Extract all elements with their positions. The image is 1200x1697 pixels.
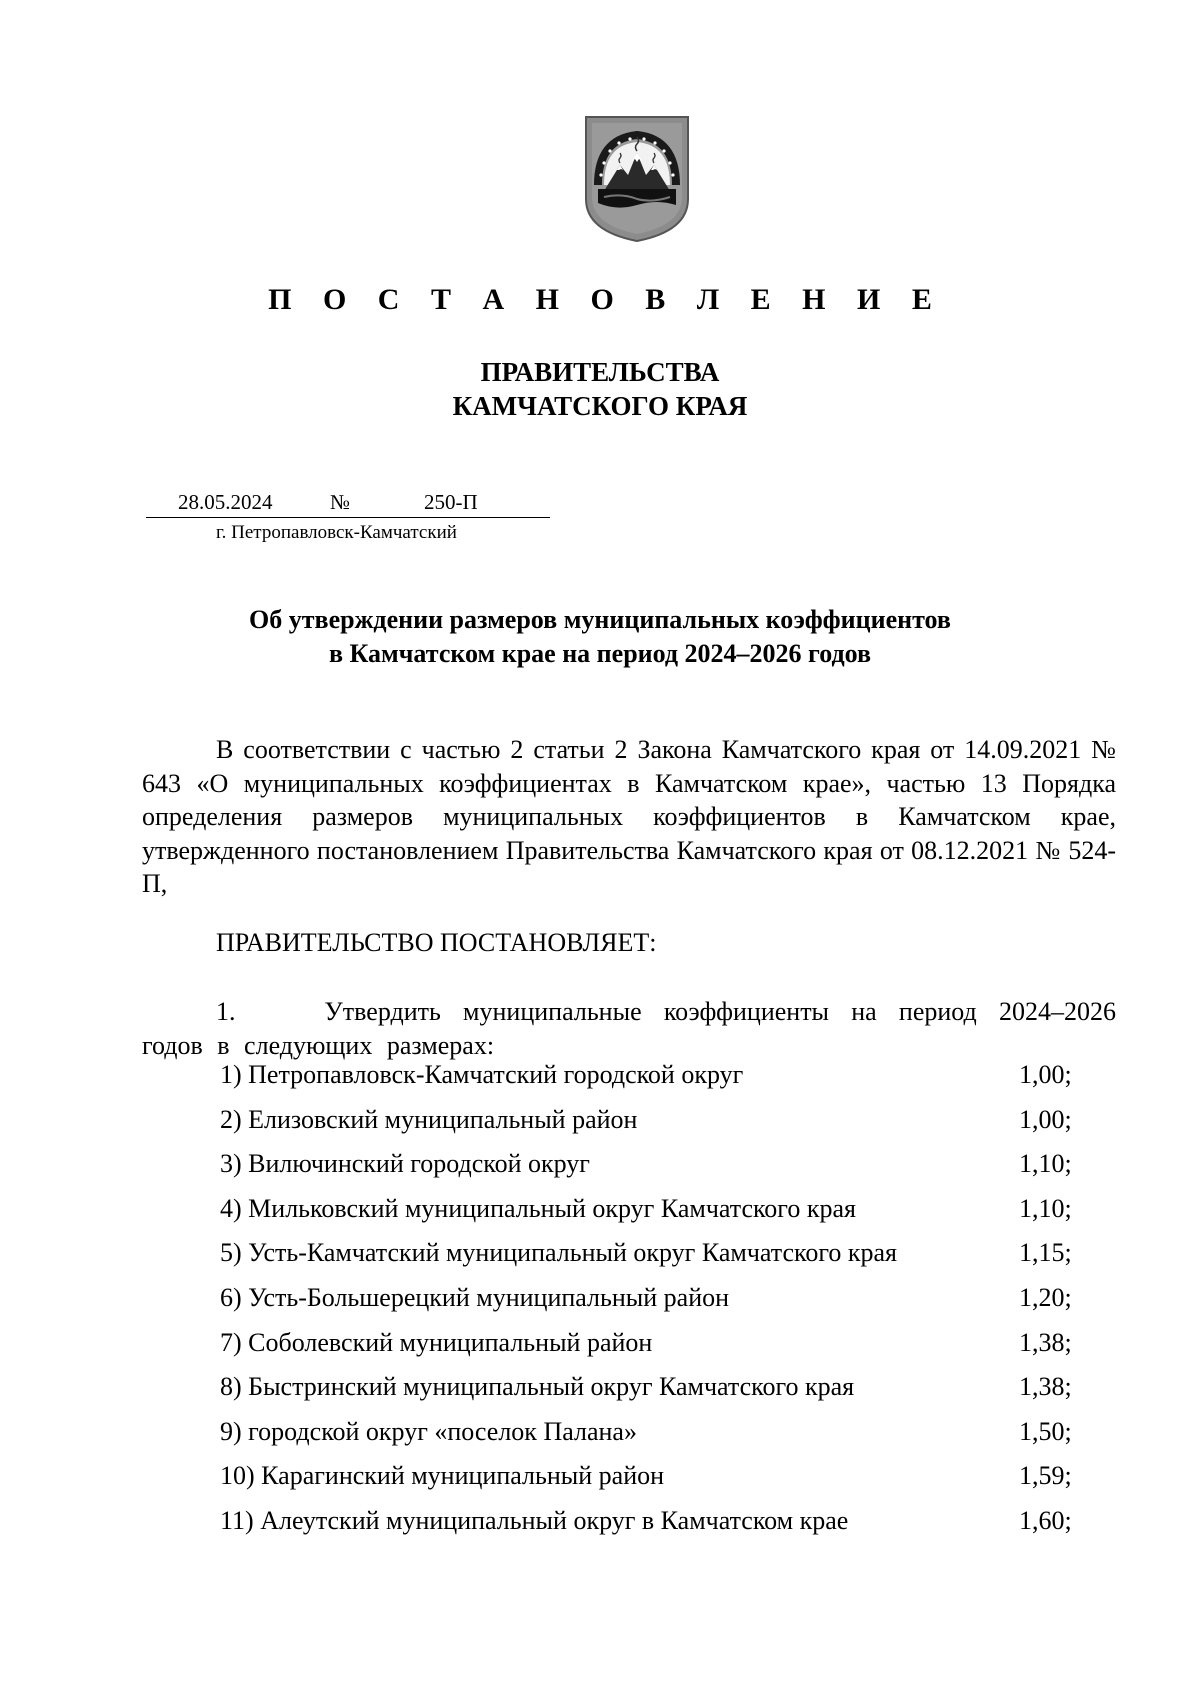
list-item-name: 6) Усть-Большерецкий муниципальный район xyxy=(220,1282,730,1312)
list-item xyxy=(0,1328,1200,1373)
list-item-name: 5) Усть-Камчатский муниципальный округ Камчатского края xyxy=(220,1238,897,1268)
preamble-paragraph: В соответствии с частью 2 статьи 2 Закона Камчатского края от 14.09.2021 № 643 «О муниципальных коэффициентах в Камчатском крае», частью 13 Порядка определения размеров муниципальных коэффициентов в Камчатском крае, утвержденного постановлением Правительства Камчатского края от 08.12.2021 № 524-П, xyxy=(142,735,1116,898)
coefficients-list xyxy=(0,1060,1200,1551)
list-item-name: 7) Соболевский муниципальный район xyxy=(220,1327,653,1357)
list-item-name: 1) Петропавловск-Камчатский городской округ xyxy=(220,1060,744,1089)
clause-1-paragraph: 1. Утвердить муниципальные коэффициенты на период 2024–2026 годов в следующих размерах: xyxy=(142,997,1116,1060)
list-item-name: 11) Алеутский муниципальный округ в Камчатском крае xyxy=(220,1505,849,1535)
registration-date: 28.05.2024 xyxy=(178,490,273,514)
list-item xyxy=(0,1372,1200,1417)
list-item xyxy=(0,1417,1200,1462)
list-item xyxy=(0,1506,1200,1551)
list-item xyxy=(0,1149,1200,1194)
list-item-name: 2) Елизовский муниципальный район xyxy=(220,1104,638,1134)
list-item-value: 1,00; xyxy=(1019,1060,1072,1089)
document-type-heading: П О С Т А Н О В Л Е Н И Е xyxy=(268,283,944,316)
list-item-value: 1,15; xyxy=(1019,1238,1072,1268)
issuer-line-1: ПРАВИТЕЛЬСТВА xyxy=(480,357,720,387)
subject-line-1: Об утверждении размеров муниципальных коэффициентов xyxy=(249,605,951,634)
list-item xyxy=(0,1461,1200,1506)
issuer-heading xyxy=(0,355,1200,423)
list-item-value: 1,50; xyxy=(1019,1416,1072,1446)
list-item xyxy=(0,1283,1200,1328)
list-item-value: 1,38; xyxy=(1019,1327,1072,1357)
list-item-value: 1,20; xyxy=(1019,1282,1072,1312)
list-item-value: 1,59; xyxy=(1019,1461,1072,1491)
list-item-value: 1,60; xyxy=(1019,1505,1072,1535)
registration-number-sign: № xyxy=(330,490,351,514)
list-item-name: 4) Мильковский муниципальный округ Камчатского края xyxy=(220,1193,856,1223)
city-name: г. Петропавловск-Камчатский xyxy=(216,522,457,543)
list-item-name: 3) Вилючинский городской округ xyxy=(220,1149,590,1179)
issuer-line-2: КАМЧАТСКОГО КРАЯ xyxy=(452,391,748,421)
list-item xyxy=(0,1238,1200,1283)
list-item xyxy=(0,1105,1200,1150)
list-item xyxy=(0,1194,1200,1239)
kamchatka-coat-of-arms-emblem xyxy=(582,113,692,243)
registration-number: 250-П xyxy=(424,490,478,514)
list-item-name: 10) Карагинский муниципальный район xyxy=(220,1461,665,1491)
subject-line-2: в Камчатском крае на период 2024–2026 годов xyxy=(328,639,871,668)
list-item-value: 1,10; xyxy=(1019,1149,1072,1179)
document-subject xyxy=(0,603,1200,671)
list-item-value: 1,10; xyxy=(1019,1193,1072,1223)
registration-line xyxy=(146,490,550,518)
list-item xyxy=(0,1060,1200,1105)
list-item-value: 1,38; xyxy=(1019,1372,1072,1402)
resolution-statement: ПРАВИТЕЛЬСТВО ПОСТАНОВЛЯЕТ: xyxy=(216,928,657,957)
list-item-name: 9) городской округ «поселок Палана» xyxy=(220,1416,637,1446)
list-item-value: 1,00; xyxy=(1019,1104,1072,1134)
registration-underline xyxy=(146,517,550,518)
list-item-name: 8) Быстринский муниципальный округ Камчатского края xyxy=(220,1372,855,1402)
